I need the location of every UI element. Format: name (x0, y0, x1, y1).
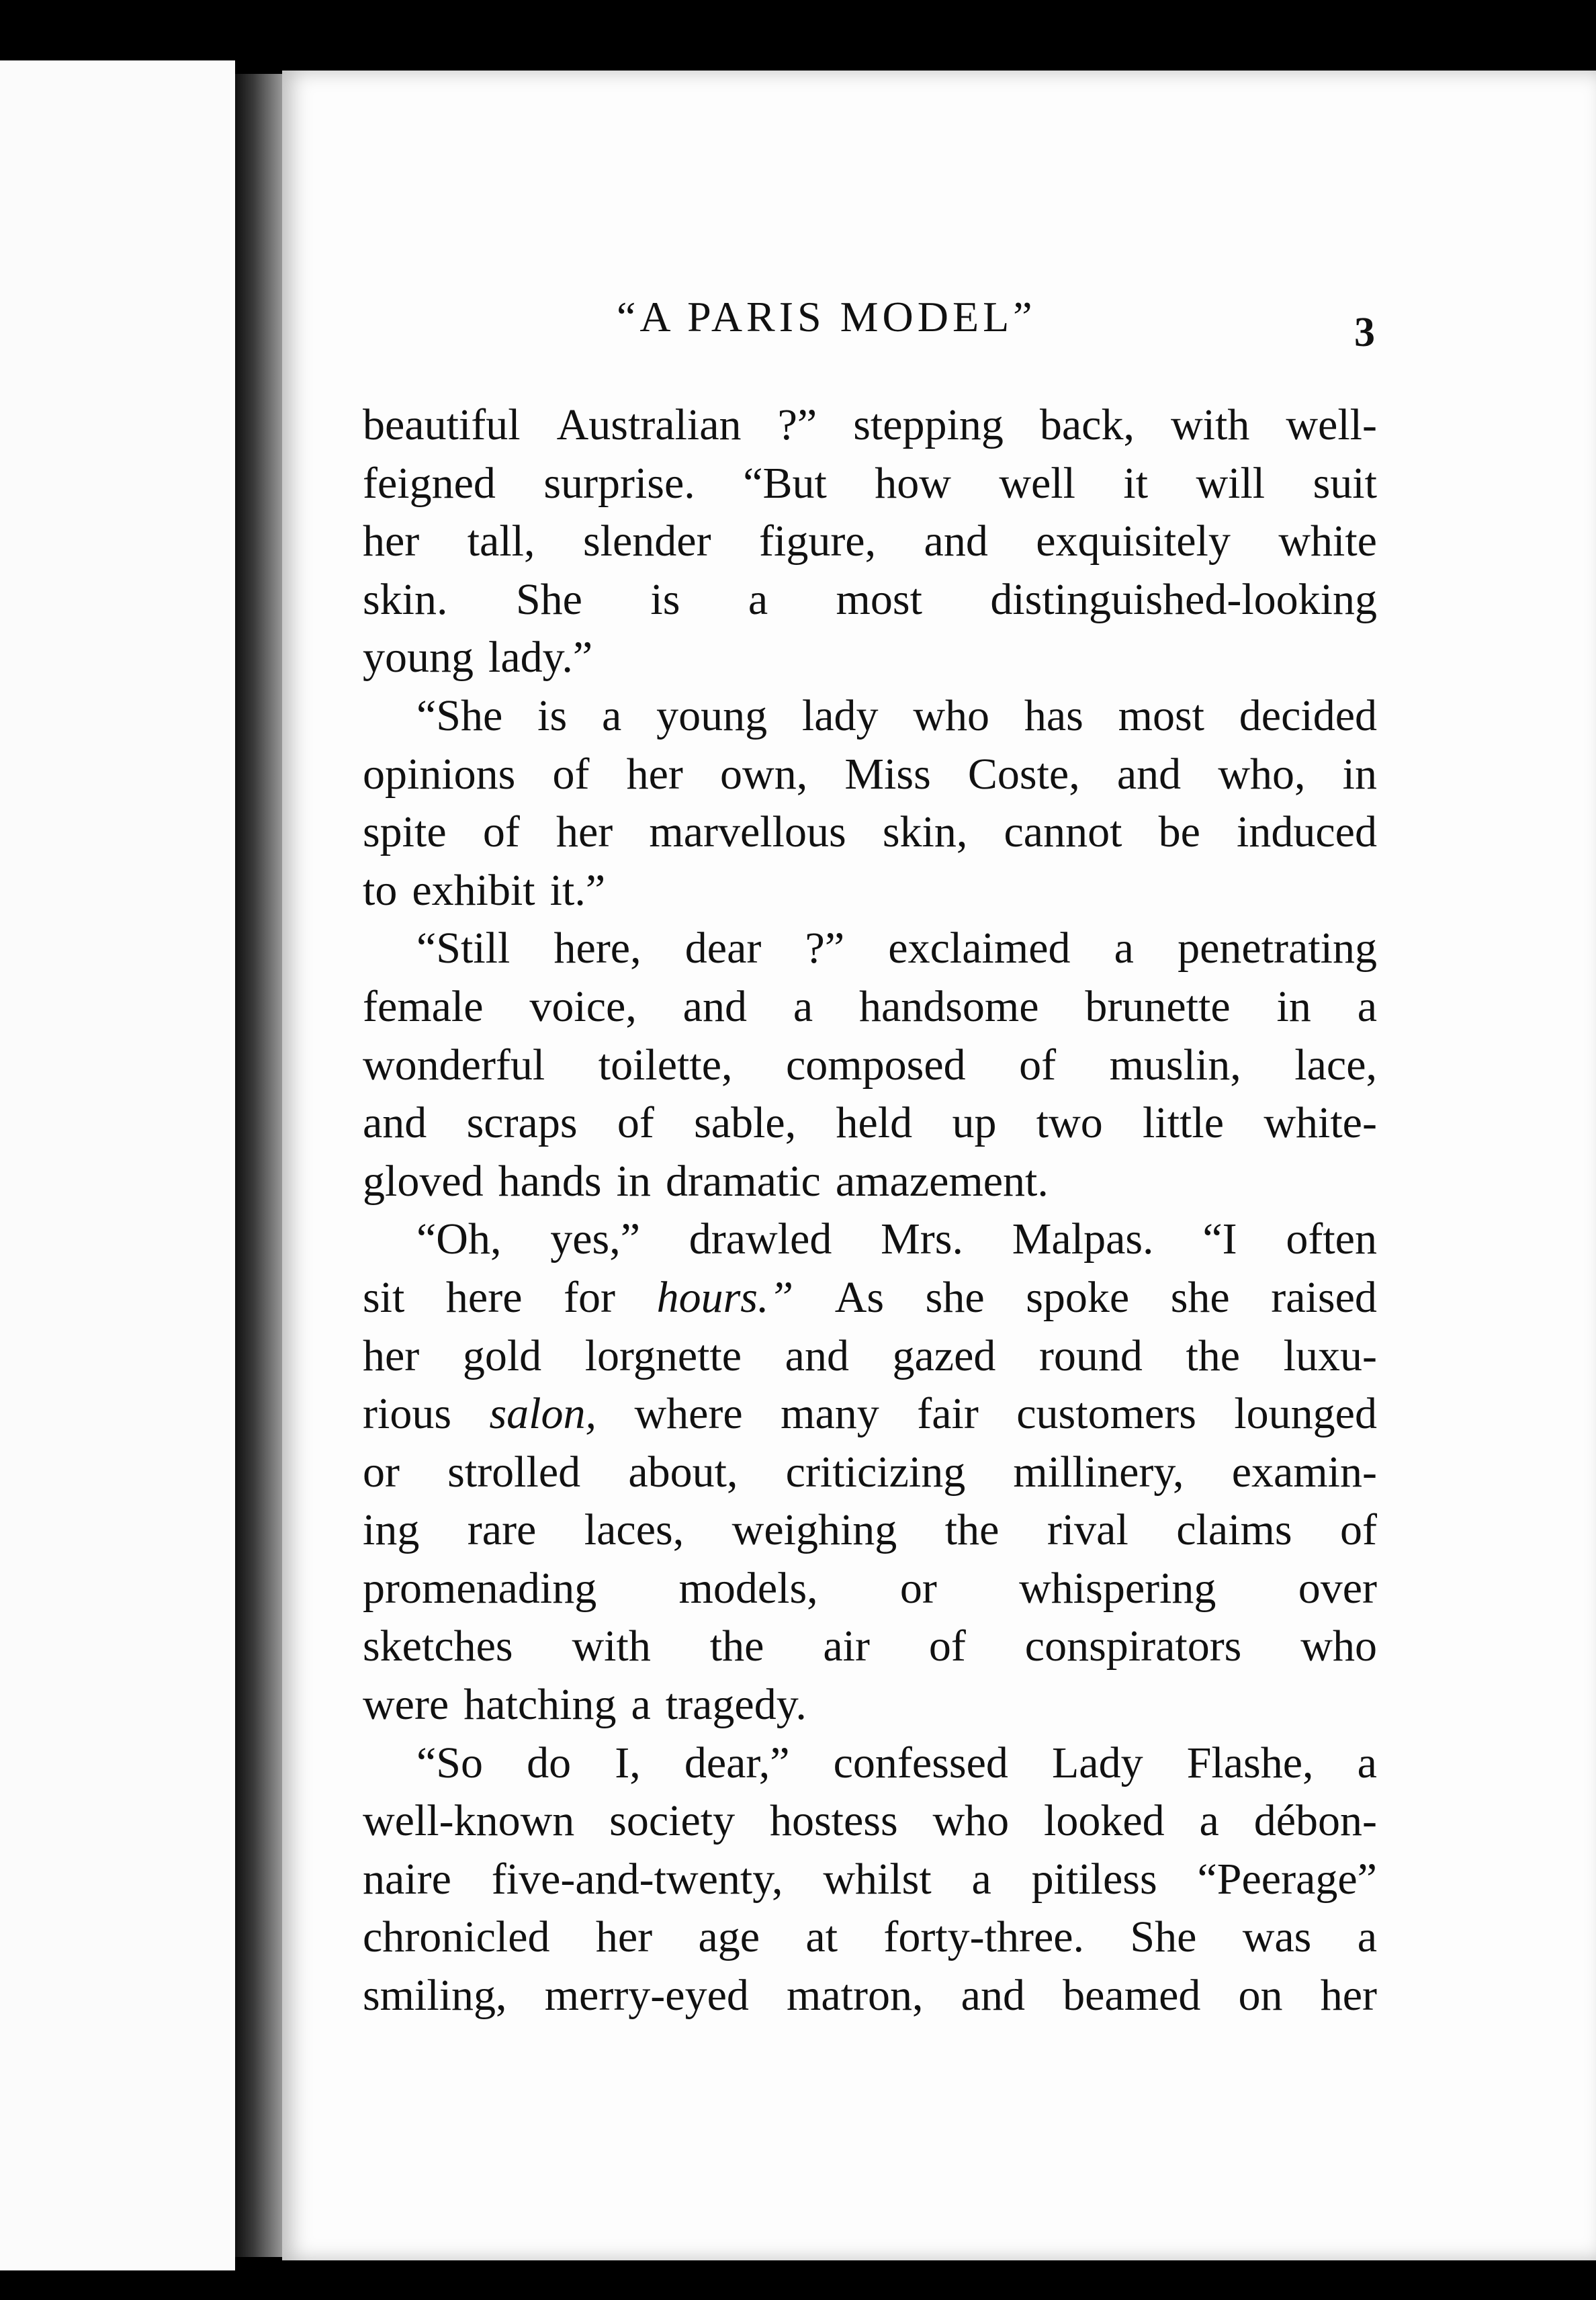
word: a (1357, 1738, 1377, 1787)
text-line (363, 1560, 1377, 1618)
word: her (363, 1331, 420, 1380)
word: chronicled (363, 1912, 550, 1962)
word: ?” (805, 924, 845, 973)
word: dear,” (684, 1738, 790, 1787)
text-line (363, 687, 1377, 746)
word: models, (678, 1563, 818, 1613)
word: a (1357, 981, 1377, 1031)
body-text (363, 396, 1377, 2025)
word: raised (1271, 1272, 1377, 1322)
word: and (682, 981, 747, 1031)
word: young (363, 633, 474, 682)
word: Mrs. (881, 1214, 963, 1264)
word: “I (1202, 1214, 1237, 1264)
word: with (572, 1622, 651, 1671)
word: hatching (463, 1680, 617, 1730)
word: beautiful (363, 400, 521, 449)
word: who (913, 691, 989, 740)
word: five-and-twenty, (491, 1854, 783, 1904)
text-line (363, 1792, 1377, 1851)
word: who, (1218, 749, 1306, 799)
word: a (601, 691, 622, 740)
word: drawled (689, 1214, 832, 1264)
word: distinguished-looking (990, 574, 1377, 624)
word: lace, (1294, 1040, 1377, 1090)
word: lounged (1234, 1389, 1377, 1439)
word: young (656, 691, 768, 740)
word: amazement. (835, 1156, 1049, 1206)
word: pitiless (1031, 1854, 1157, 1904)
text-line (363, 629, 1377, 687)
word: brunette (1085, 981, 1231, 1031)
word: here, (553, 924, 641, 973)
word: stepping (853, 400, 1004, 449)
word: dear (684, 924, 762, 973)
word: a (793, 981, 813, 1031)
word: customers (1016, 1389, 1196, 1439)
word: sable, (694, 1098, 797, 1148)
word: lady (801, 691, 879, 740)
word: looked (1044, 1796, 1165, 1846)
word: about, (628, 1447, 738, 1497)
word: in (1276, 981, 1311, 1031)
word: “Oh, (416, 1214, 502, 1264)
text-line (363, 862, 1377, 920)
word: voice, (529, 981, 637, 1031)
word: be (1158, 807, 1200, 857)
text-line (363, 978, 1377, 1036)
word: surprise. (543, 458, 695, 508)
word: dramatic (665, 1156, 821, 1206)
word: She (515, 574, 582, 624)
word: and (785, 1331, 849, 1380)
word: fair (917, 1389, 979, 1439)
word: wonderful (363, 1040, 545, 1090)
word: lady.” (488, 633, 593, 682)
word: how (875, 458, 951, 508)
word: a (631, 1680, 651, 1730)
word: hostess (769, 1796, 898, 1846)
word: luxu- (1283, 1331, 1377, 1380)
word: suit (1313, 458, 1377, 508)
word: criticizing (785, 1447, 966, 1497)
word: gazed (892, 1331, 996, 1380)
word: matron, (787, 1971, 924, 2021)
word: of (1340, 1505, 1377, 1555)
word: smiling, (363, 1971, 507, 2021)
word: of (552, 749, 590, 799)
running-head: “A PARIS MODEL” (617, 293, 1036, 341)
word: decided (1239, 691, 1377, 740)
word: yes,” (550, 1214, 641, 1264)
word: of (928, 1622, 966, 1671)
word: She (1130, 1912, 1197, 1962)
word: naire (363, 1854, 451, 1904)
word: age (698, 1912, 760, 1962)
word: air (823, 1622, 870, 1671)
word: tragedy. (665, 1680, 807, 1730)
word: her (595, 1912, 653, 1962)
word: hands (498, 1156, 602, 1206)
word: held (836, 1098, 913, 1148)
word: two (1036, 1098, 1103, 1148)
word: has (1024, 691, 1083, 740)
text-line (363, 513, 1377, 571)
word: the (944, 1505, 1000, 1555)
word: a (1114, 924, 1134, 973)
word: whilst (823, 1854, 932, 1904)
word: of (617, 1098, 654, 1148)
word: millinery, (1013, 1447, 1184, 1497)
word: tall, (467, 517, 535, 566)
word: her (1320, 1971, 1377, 2021)
word: “She (416, 691, 503, 740)
word: skin. (363, 574, 448, 624)
word: gold (462, 1331, 542, 1380)
word: will (1196, 458, 1266, 508)
word: where (634, 1389, 743, 1439)
word: round (1038, 1331, 1143, 1380)
word: she (925, 1272, 985, 1322)
word: rare (467, 1505, 537, 1555)
word: opinions (363, 749, 516, 799)
word: a (748, 574, 768, 624)
word: own, (720, 749, 808, 799)
word: I, (615, 1738, 641, 1787)
word: well- (1286, 400, 1377, 449)
word: white- (1264, 1098, 1377, 1148)
word: a (1199, 1796, 1219, 1846)
word: muslin, (1109, 1040, 1241, 1090)
word: handsome (858, 981, 1039, 1031)
word: laces, (584, 1505, 684, 1555)
word: who (932, 1796, 1010, 1846)
text-line (363, 1851, 1377, 1909)
word: spoke (1026, 1272, 1130, 1322)
word: it (1123, 458, 1149, 508)
text-line (363, 803, 1377, 862)
word: of (1019, 1040, 1057, 1090)
word: confessed (833, 1738, 1008, 1787)
word: up (952, 1098, 997, 1148)
word: débon- (1253, 1796, 1377, 1846)
word: in (616, 1156, 651, 1206)
word: exhibit (412, 865, 535, 915)
word: examin- (1231, 1447, 1377, 1497)
word: little (1143, 1098, 1225, 1148)
word: she (1170, 1272, 1230, 1322)
word: or (363, 1447, 400, 1497)
word: Miss (844, 749, 931, 799)
word: conspirators (1024, 1622, 1242, 1671)
word: is (650, 574, 680, 624)
text-line (363, 1153, 1377, 1211)
text-line (363, 920, 1377, 978)
word: gloved (363, 1156, 484, 1206)
word: strolled (447, 1447, 581, 1497)
word: salon, (489, 1389, 596, 1439)
word: with (1171, 400, 1250, 449)
word: ing (363, 1505, 420, 1555)
word: on (1238, 1971, 1283, 2021)
text-line (363, 1036, 1377, 1095)
word: was (1242, 1912, 1312, 1962)
word: back, (1039, 400, 1135, 449)
text-line (363, 1618, 1377, 1676)
text-line (363, 1444, 1377, 1502)
word: the (1186, 1331, 1241, 1380)
word: “Still (416, 924, 511, 973)
word: beamed (1063, 1971, 1201, 2021)
word: female (363, 981, 484, 1031)
word: society (609, 1796, 736, 1846)
text-line (363, 455, 1377, 513)
word: “Peerage” (1197, 1854, 1377, 1904)
word: in (1342, 749, 1377, 799)
word: skin, (882, 807, 968, 857)
word: promenading (363, 1563, 597, 1613)
page-number: 3 (1354, 310, 1375, 355)
text-line (363, 1327, 1377, 1386)
word: at (805, 1912, 838, 1962)
word: and (1116, 749, 1182, 799)
word: many (781, 1389, 879, 1439)
word: marvellous (649, 807, 846, 857)
word: induced (1237, 807, 1377, 857)
word: cannot (1004, 807, 1122, 857)
word: is (537, 691, 568, 740)
text-line (363, 396, 1377, 455)
word: “So (416, 1738, 483, 1787)
word: Malpas. (1012, 1214, 1154, 1264)
word: slender (582, 517, 711, 566)
word: who (1300, 1622, 1377, 1671)
word: composed (786, 1040, 966, 1090)
word: figure, (759, 517, 877, 566)
text-line (363, 1094, 1377, 1153)
word: over (1298, 1563, 1377, 1613)
word: or (899, 1563, 937, 1613)
word: rious (363, 1389, 451, 1439)
word: feigned (363, 458, 496, 508)
word: scraps (466, 1098, 578, 1148)
word: to (363, 865, 398, 915)
word: “But (743, 458, 827, 508)
word: her (363, 517, 420, 566)
word: lorgnette (584, 1331, 742, 1380)
word: exclaimed (888, 924, 1071, 973)
word: her (626, 749, 683, 799)
word: most (836, 574, 922, 624)
word: merry-eyed (544, 1971, 749, 2021)
word: and (961, 1971, 1025, 2021)
text-line (363, 746, 1377, 804)
word: As (834, 1272, 885, 1322)
word: it.” (549, 865, 606, 915)
text-line (363, 1967, 1377, 2025)
word: Lady (1051, 1738, 1143, 1787)
word: and (363, 1098, 427, 1148)
word: weighing (732, 1505, 897, 1555)
word: hours.” (656, 1272, 794, 1322)
word: most (1118, 691, 1204, 740)
word: Coste, (967, 749, 1080, 799)
word: well-known (363, 1796, 575, 1846)
text-line (363, 1676, 1377, 1734)
word: of (482, 807, 520, 857)
word: rival (1047, 1505, 1128, 1555)
word: toilette, (598, 1040, 733, 1090)
text-line (363, 571, 1377, 629)
text-line (363, 1501, 1377, 1560)
word: claims (1176, 1505, 1292, 1555)
word: the (709, 1622, 764, 1671)
word: whispering (1019, 1563, 1216, 1613)
word: often (1286, 1214, 1377, 1264)
word: Flashe, (1186, 1738, 1314, 1787)
word: penetrating (1178, 924, 1377, 973)
word: a (971, 1854, 991, 1904)
word: exquisitely (1036, 517, 1231, 566)
word: do (527, 1738, 572, 1787)
word: sketches (363, 1622, 513, 1671)
facing-page-left (0, 60, 235, 2270)
word: and (924, 517, 988, 566)
word: for (564, 1272, 616, 1322)
word: Australian (556, 400, 742, 449)
word: her (556, 807, 613, 857)
word: sit (363, 1272, 405, 1322)
word: forty-three. (883, 1912, 1085, 1962)
text-line (363, 1269, 1377, 1327)
word: ?” (777, 400, 817, 449)
word: here (445, 1272, 523, 1322)
word: well (999, 458, 1075, 508)
text-line (363, 1734, 1377, 1793)
word: were (363, 1680, 449, 1730)
word: a (1357, 1912, 1377, 1962)
text-line (363, 1385, 1377, 1444)
text-line (363, 1210, 1377, 1269)
word: white (1278, 517, 1377, 566)
text-line (363, 1908, 1377, 1967)
word: spite (363, 807, 447, 857)
